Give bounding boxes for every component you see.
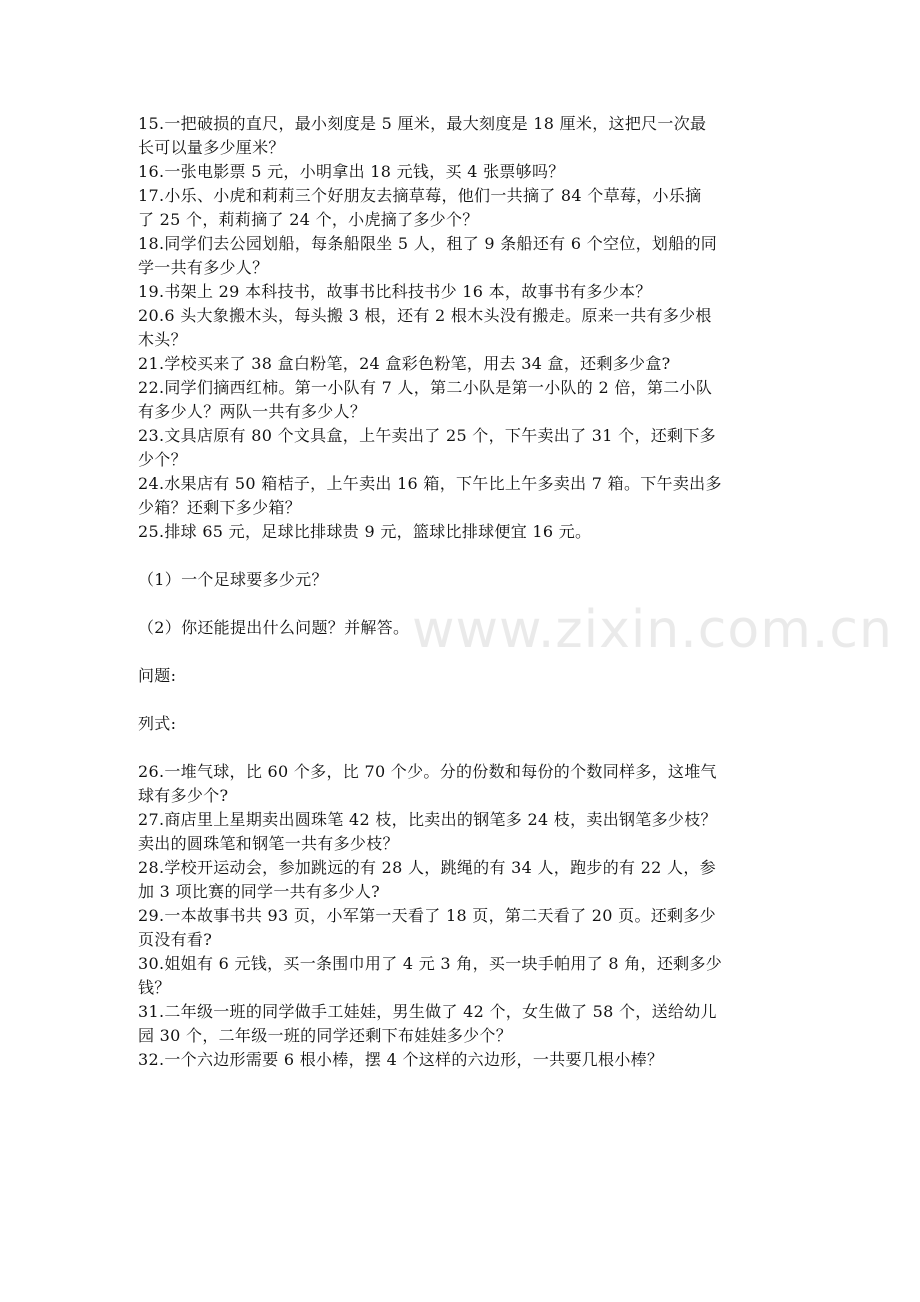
text-line: 有多少人？两队一共有多少人？ — [138, 402, 367, 421]
text-line: 少箱？还剩下多少箱？ — [138, 498, 302, 517]
text-line: 少个？ — [138, 450, 187, 469]
blank-line — [138, 688, 788, 712]
text-line: 21.学校买来了 38 盒白粉笔，24 盒彩色粉笔，用去 34 盒，还剩多少盒? — [138, 354, 671, 373]
text-line: 32.一个六边形需要 6 根小棒，摆 4 个这样的六边形，一共要几根小棒？ — [138, 1050, 664, 1069]
text-line: 加 3 项比赛的同学一共有多少人? — [138, 882, 381, 901]
text-line: 31.二年级一班的同学做手工娃娃，男生做了 42 个，女生做了 58 个，送给幼儿 — [138, 1002, 717, 1021]
text-line: 园 30 个，二年级一班的同学还剩下布娃娃多少个？ — [138, 1026, 513, 1045]
text-line: 23.文具店原有 80 个文具盒，上午卖出了 25 个，下午卖出了 31 个，还剩下多 — [138, 426, 716, 445]
text-line: 了 25 个，莉莉摘了 24 个，小虎摘了多少个？ — [138, 210, 479, 229]
text-line: 30.姐姐有 6 元钱，买一条围巾用了 4 元 3 角，买一块手帕用了 8 角，还剩多少 — [138, 954, 723, 973]
document-page — [138, 112, 788, 1072]
text-line: 18.同学们去公园划船，每条船限坐 5 人，租了 9 条船还有 6 个空位，划船的同 — [138, 234, 718, 253]
text-line: 长可以量多少厘米？ — [138, 138, 285, 157]
text-line: 28.学校开运动会，参加跳远的有 28 人，跳绳的有 34 人，跑步的有 22 人，参 — [138, 858, 716, 877]
text-line: 木头？ — [138, 330, 187, 349]
blank-line — [138, 544, 788, 568]
text-line: 25.排球 65 元，足球比排球贵 9 元，篮球比排球便宜 16 元。 — [138, 522, 592, 541]
text-line: 页没有看? — [138, 930, 213, 949]
text-line: 22.同学们摘西红柿。第一小队有 7 人，第二小队是第一小队的 2 倍，第二小队 — [138, 378, 713, 397]
text-line: 24.水果店有 50 箱桔子，上午卖出 16 箱，下午比上午多卖出 7 箱。下午卖出多 — [138, 474, 722, 493]
text-line: （2）你还能提出什么问题？并解答。 — [138, 618, 410, 637]
blank-line — [138, 736, 788, 760]
blank-line — [138, 592, 788, 616]
watermark: www.zixin.com.cn — [412, 600, 893, 660]
text-line: 钱？ — [138, 978, 171, 997]
text-line: 学一共有多少人？ — [138, 258, 269, 277]
text-line: 26.一堆气球，比 60 个多，比 70 个少。分的份数和每份的个数同样多，这堆气 — [138, 762, 717, 781]
text-line: 20.6 头大象搬木头，每头搬 3 根，还有 2 根木头没有搬走。原来一共有多少根 — [138, 306, 712, 325]
blank-line — [138, 640, 788, 664]
text-line: 15.一把破损的直尺，最小刻度是 5 厘米，最大刻度是 18 厘米，这把尺一次最 — [138, 114, 707, 133]
text-line: 19.书架上 29 本科技书，故事书比科技书少 16 本，故事书有多少本？ — [138, 282, 652, 301]
text-line: 17.小乐、小虎和莉莉三个好朋友去摘草莓，他们一共摘了 84 个草莓，小乐摘 — [138, 186, 702, 205]
text-line: 16.一张电影票 5 元，小明拿出 18 元钱，买 4 张票够吗？ — [138, 162, 565, 181]
text-line: 卖出的圆珠笔和钢笔一共有多少枝？ — [138, 834, 399, 853]
text-line: 29.一本故事书共 93 页，小军第一天看了 18 页，第二天看了 20 页。还剩多少 — [138, 906, 716, 925]
text-line: （1）一个足球要多少元？ — [138, 570, 328, 589]
text-line: 27.商店里上星期卖出圆珠笔 42 枝，比卖出的钢笔多 24 枝，卖出钢笔多少枝？ — [138, 810, 717, 829]
text-line: 问题: — [138, 666, 177, 685]
text-line: 球有多少个? — [138, 786, 229, 805]
text-line: 列式: — [138, 714, 177, 733]
